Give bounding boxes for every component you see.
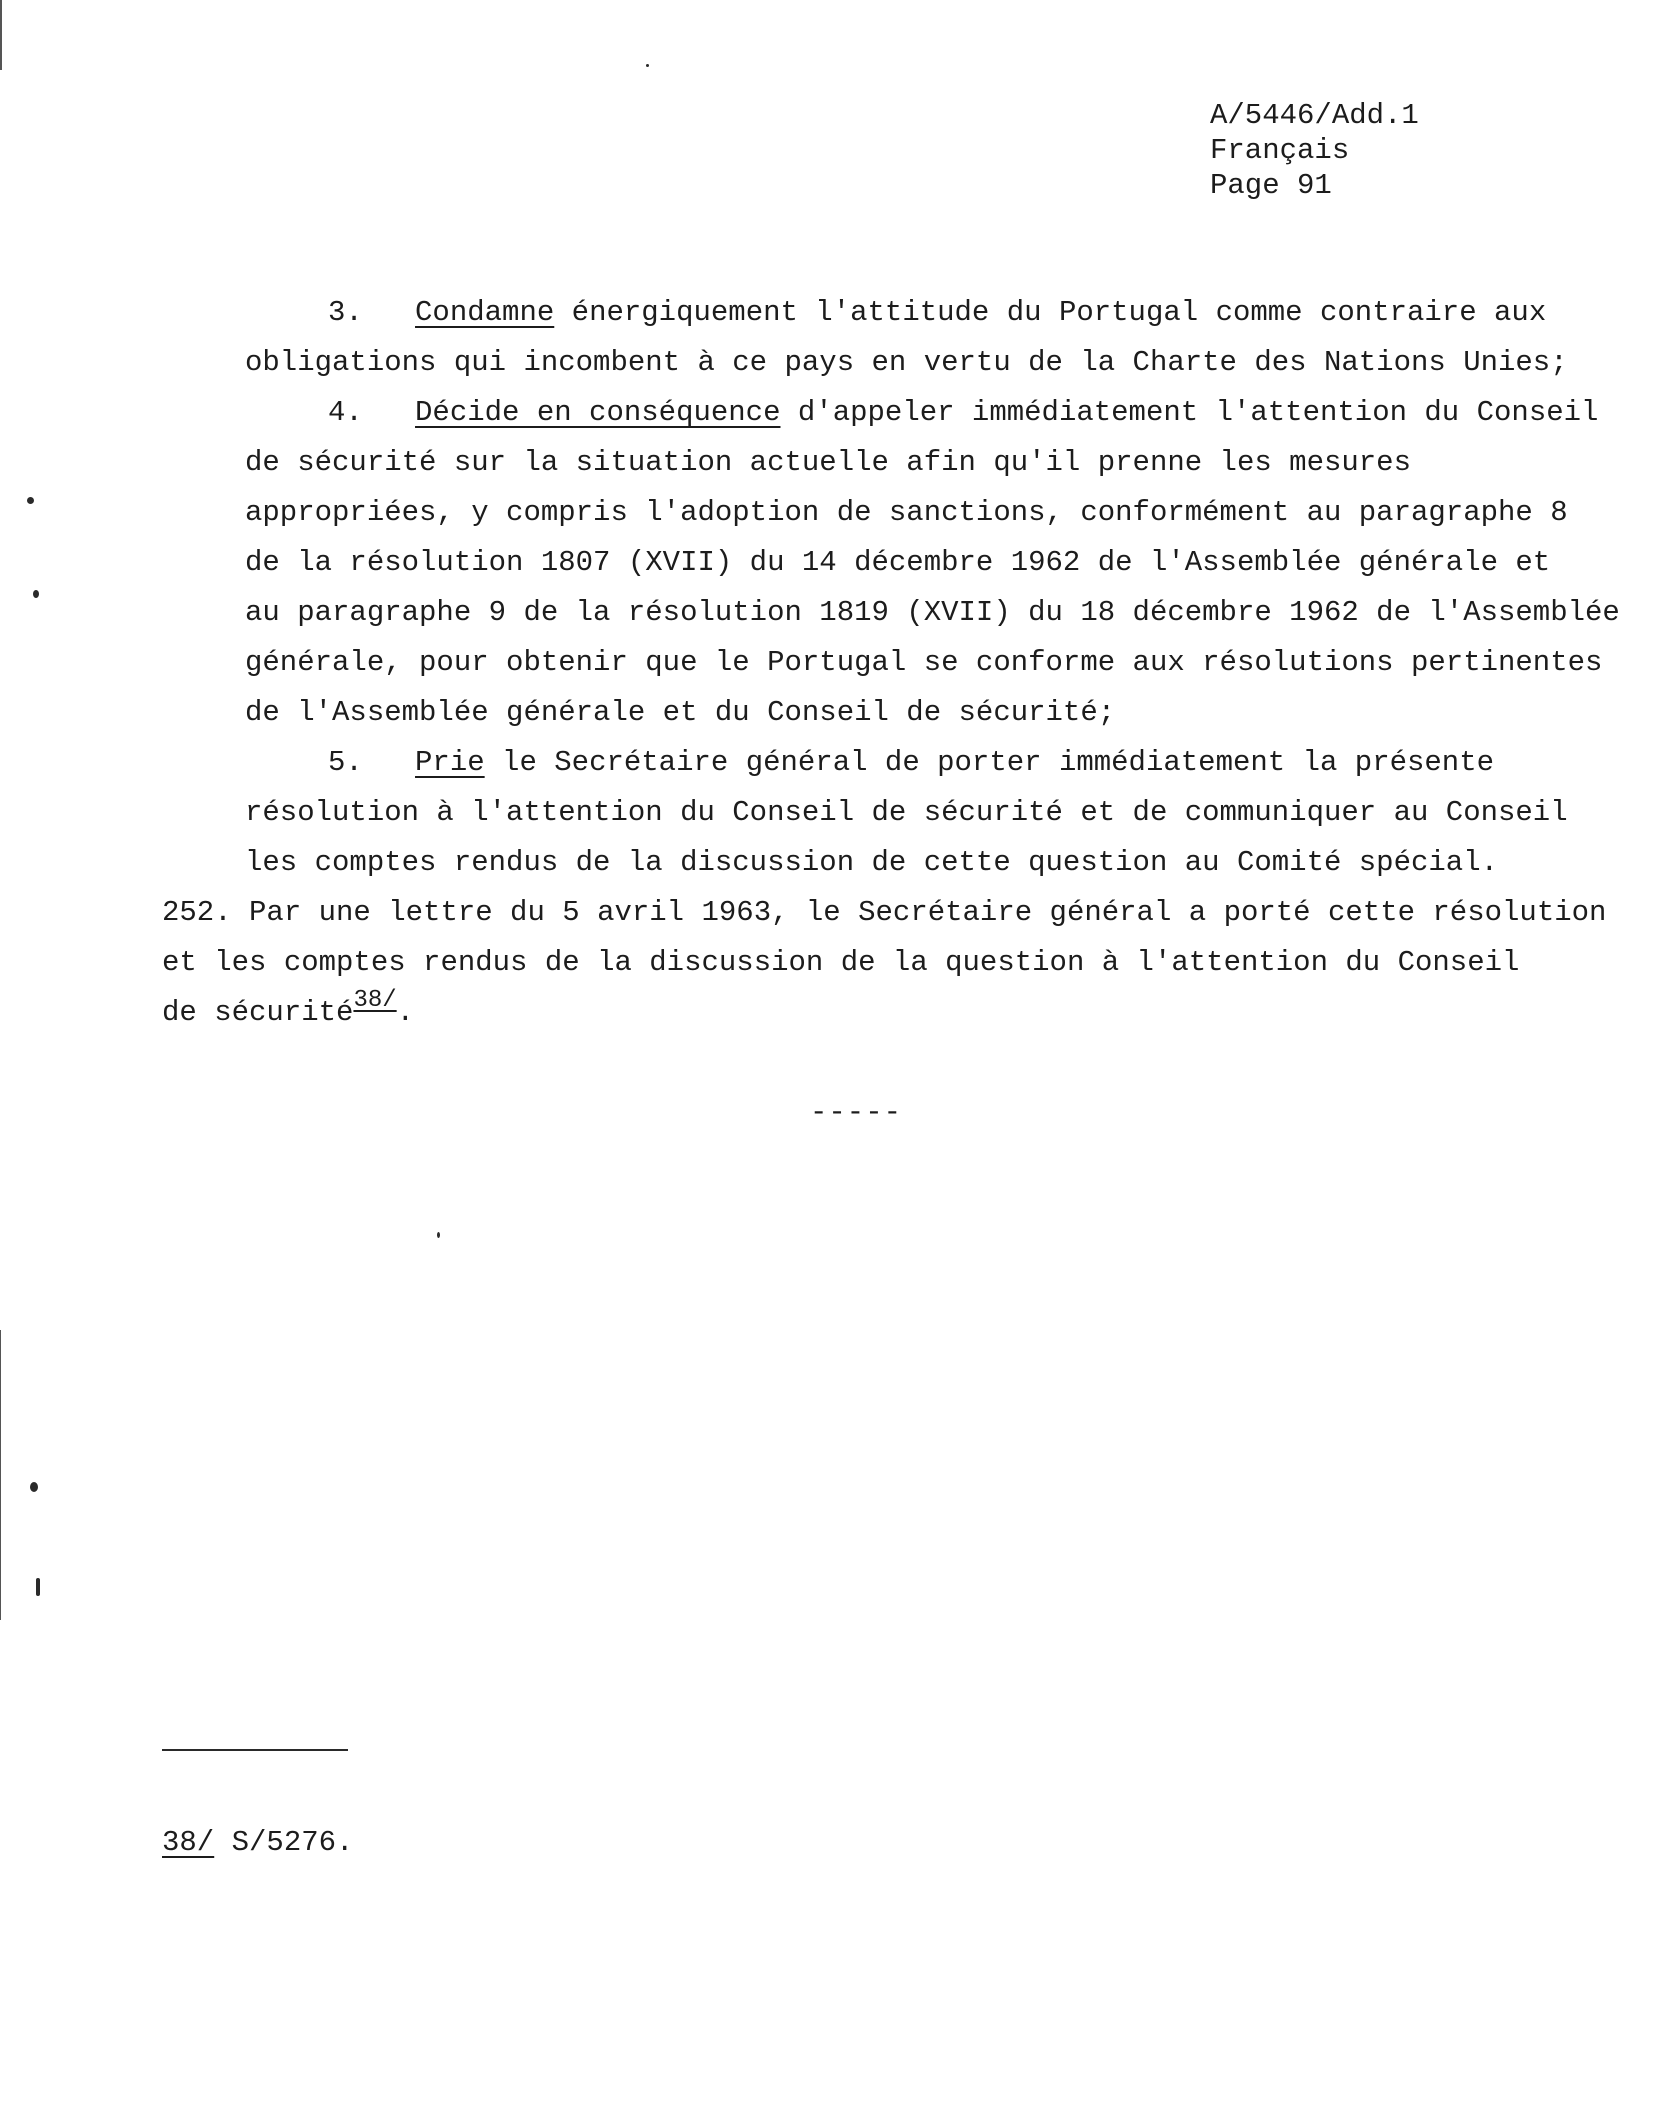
scan-edge-mark bbox=[0, 1330, 1, 1620]
paragraph-4-line-1: 4. Décide en conséquence d'appeler immédiatement l'attention du Conseil bbox=[328, 396, 1599, 429]
footnote-number: 38/ bbox=[162, 1826, 215, 1859]
footnote bbox=[162, 1826, 353, 1859]
section-separator: ----- bbox=[810, 1096, 903, 1129]
paragraph-252-line-1: 252. Par une lettre du 5 avril 1963, le Secrétaire général a porté cette résolution bbox=[162, 896, 1607, 929]
scan-speck bbox=[36, 1578, 40, 1596]
paragraph-number: 4. bbox=[328, 396, 363, 429]
scan-speck bbox=[437, 1232, 440, 1238]
document-symbol: A/5446/Add.1 bbox=[1210, 99, 1419, 132]
footnote-text: S/5276. bbox=[214, 1826, 354, 1859]
paragraph-5-line-1: 5. Prie le Secrétaire général de porter immédiatement la présente bbox=[328, 746, 1495, 779]
footnote-reference: 38/ bbox=[353, 987, 397, 1014]
scan-speck bbox=[646, 64, 649, 67]
paragraph-4-line-2: de sécurité sur la situation actuelle afin qu'il prenne les mesures bbox=[245, 446, 1411, 479]
paragraph-4-line-7: de l'Assemblée générale et du Conseil de sécurité; bbox=[245, 696, 1116, 729]
operative-keyword: Condamne bbox=[415, 296, 555, 329]
scan-speck bbox=[30, 1482, 38, 1492]
operative-keyword: Prie bbox=[415, 746, 485, 779]
document-header bbox=[1210, 98, 1419, 203]
paragraph-4-line-4: de la résolution 1807 (XVII) du 14 décembre 1962 de l'Assemblée générale et bbox=[245, 546, 1551, 579]
paragraph-3-line-2: obligations qui incombent à ce pays en vertu de la Charte des Nations Unies; bbox=[245, 346, 1568, 379]
scan-speck bbox=[27, 497, 34, 504]
footnote-rule bbox=[162, 1749, 348, 1751]
paragraph-4-line-6: générale, pour obtenir que le Portugal se conforme aux résolutions pertinentes bbox=[245, 646, 1603, 679]
scan-edge-mark bbox=[0, 0, 2, 70]
paragraph-number: 3. bbox=[328, 296, 363, 329]
operative-keyword: Décide en conséquence bbox=[415, 396, 781, 429]
paragraph-252-line-3: de sécurité$^{38/}$. bbox=[162, 987, 415, 1029]
paragraph-5-line-3: les comptes rendus de la discussion de cette question au Comité spécial. bbox=[245, 846, 1499, 879]
paragraph-252-line-2: et les comptes rendus de la discussion de la question à l'attention du Conseil bbox=[162, 946, 1520, 979]
paragraph-4-line-3: appropriées, y compris l'adoption de sanctions, conformément au paragraphe 8 bbox=[245, 496, 1568, 529]
paragraph-5-line-2: résolution à l'attention du Conseil de sécurité et de communiquer au Conseil bbox=[245, 796, 1568, 829]
document-language: Français bbox=[1210, 134, 1350, 167]
paragraph-3-line-1: 3. Condamne énergiquement l'attitude du Portugal comme contraire aux bbox=[328, 296, 1547, 329]
scan-speck bbox=[33, 590, 39, 598]
paragraph-number: 5. bbox=[328, 746, 363, 779]
paragraph-4-line-5: au paragraphe 9 de la résolution 1819 (XVII) du 18 décembre 1962 de l'Assemblée bbox=[245, 596, 1620, 629]
page-number: Page 91 bbox=[1210, 169, 1332, 202]
